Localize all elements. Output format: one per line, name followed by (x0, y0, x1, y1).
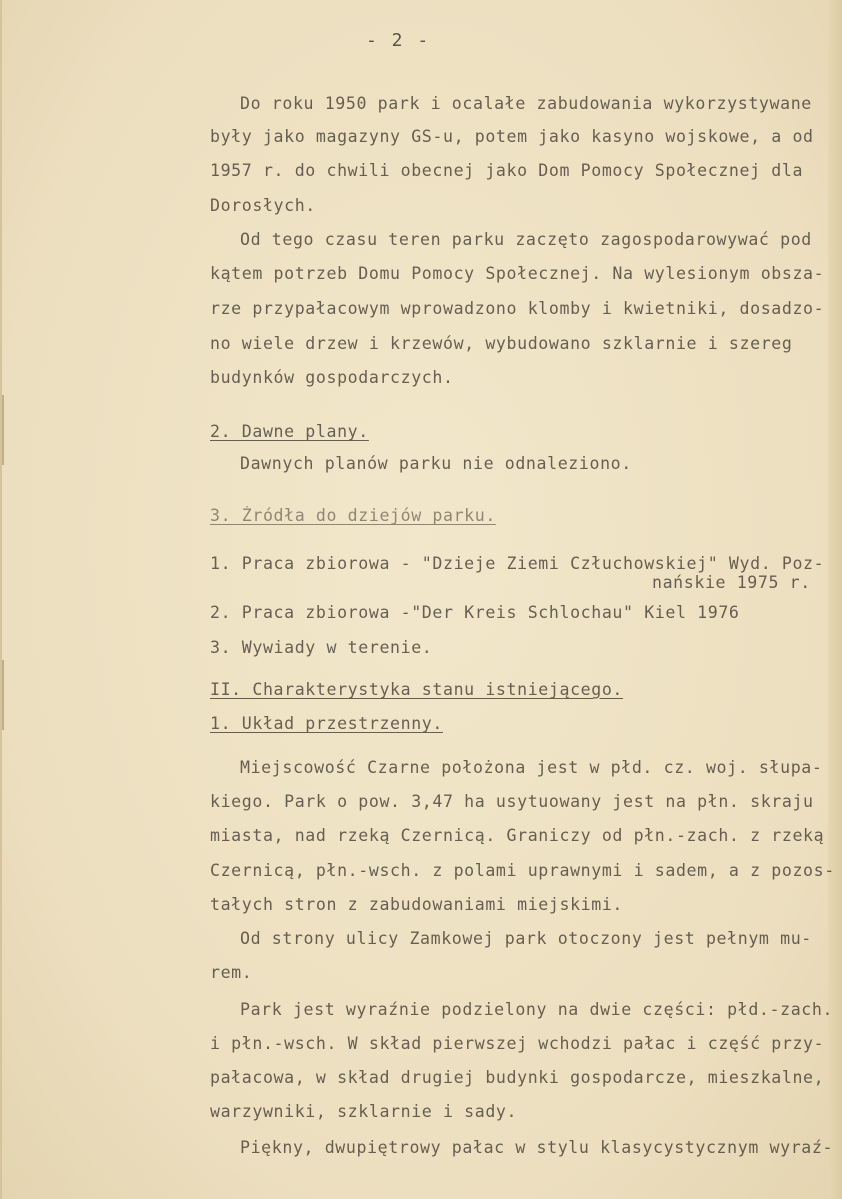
paragraph3-line: Miejscowość Czarne położona jest w płd. cz. woj. słupa- (240, 758, 823, 777)
paragraph3-line: tałych stron z zabudowaniami miejskimi. (210, 895, 624, 914)
paragraph5-line: pałacowa, w skład drugiej budynki gospodarcze, mieszkalne, (210, 1068, 825, 1087)
paper-crease (2, 395, 4, 465)
subsection-heading-uklad: 1. Układ przestrzenny. (210, 714, 443, 733)
paper-crease (2, 660, 4, 730)
source-item: 3. Wywiady w terenie. (210, 638, 433, 657)
source-item-continuation: nańskie 1975 r. (652, 573, 811, 592)
paragraph5-line: i płn.-wsch. W skład pierwszej wchodzi pałac i część przy- (210, 1034, 825, 1053)
page-number: - 2 - (366, 30, 431, 51)
paragraph1-line: były jako magazyny GS-u, potem jako kasyno wojskowe, a od (210, 127, 814, 146)
paragraph4-line: Od strony ulicy Zamkowej park otoczony jest pełnym mu- (240, 929, 812, 948)
paragraph3-line: miasta, nad rzeką Czernicą. Graniczy od płn.-zach. z rzeką (210, 826, 825, 845)
section-heading-dawne-plany: 2. Dawne plany. (210, 422, 369, 441)
section-heading-charakterystyka: II. Charakterystyka stanu istniejącego. (210, 680, 624, 699)
paragraph5-line: warzywniki, szklarnie i sady. (210, 1102, 518, 1121)
paragraph1-line: Do roku 1950 park i ocalałe zabudowania wykorzystywane (240, 94, 812, 113)
paragraph4-line: rem. (210, 963, 253, 982)
paragraph2-line: rze przypałacowym wprowadzono klomby i kwietniki, dosadzo- (210, 299, 825, 318)
paragraph1-line: 1957 r. do chwili obecnej jako Dom Pomocy Społecznej dla (210, 161, 804, 180)
paragraph2-line: budynków gospodarczych. (210, 368, 454, 387)
paragraph6-line: Piękny, dwupiętrowy pałac w stylu klasycystycznym wyraź- (240, 1138, 834, 1157)
paragraph1-line: Dorosłych. (210, 196, 316, 215)
paragraph5-line: Park jest wyraźnie podzielony na dwie części: płd.-zach. (240, 1000, 834, 1019)
paragraph2-line: kątem potrzeb Domu Pomocy Społecznej. Na wylesionym obsza- (210, 264, 825, 283)
section-heading-zrodla: 3. Źródła do dziejów parku. (210, 506, 496, 525)
paragraph2-line: no wiele drzew i krzewów, wybudowano szklarnie i szereg (210, 334, 793, 353)
section2-text: Dawnych planów parku nie odnaleziono. (240, 454, 632, 473)
paragraph2-line: Od tego czasu teren parku zaczęto zagospodarowywać pod (240, 230, 812, 249)
paragraph3-line: kiego. Park o pow. 3,47 ha usytuowany jest na płn. skraju (210, 792, 814, 811)
source-item: 1. Praca zbiorowa - "Dzieje Ziemi Człuchowskiej" Wyd. Poz- (210, 554, 825, 573)
paragraph3-line: Czernicą, płn.-wsch. z polami uprawnymi i sadem, a z pozos- (210, 861, 835, 880)
source-item: 2. Praca zbiorowa -"Der Kreis Schlochau" Kiel 1976 (210, 603, 740, 622)
paper-left-edge (0, 0, 2, 1199)
